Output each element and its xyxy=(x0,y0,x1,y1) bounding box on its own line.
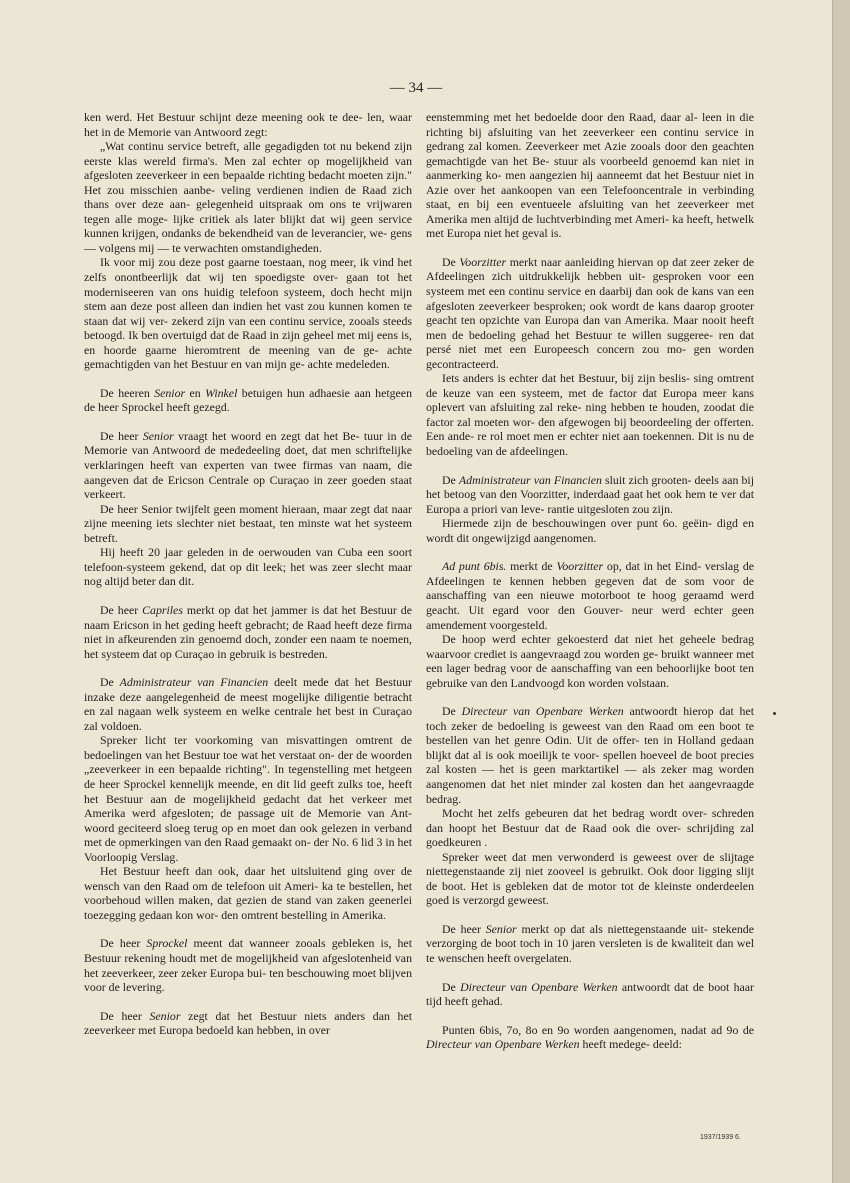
right-column xyxy=(426,110,754,1052)
right-paragraph: De heer Senior merkt op dat als niettegenstaande uit- stekende verzorging de boot toch in 10 jaren versleten is de kwaliteit dan wel te wenschen heeft overgelaten. xyxy=(426,921,754,965)
right-paragraph: De Voorzitter merkt naar aanleiding hiervan op dat zeer zeker de Afdeelingen zich uitdrukkelijk hebben uit- gesproken voor een systeem met een continu service en daarbij dan ook de kans van een afgesloten zeeverkeer besproken; ook wordt de kans daarop grooter geacht ten opzichte van Europa dan van Amerika. Maar nooit heeft men de bedoeling gehad het Bestuur te willen suggeree- ren dat persé niet met een Europeesch concern zou mo- gen worden gecontracteerd. xyxy=(426,254,754,371)
left-paragraph: De heer Senior twijfelt geen moment hieraan, maar zegt dat naar zijne meening iets slechter niet bestaat, ten minste wat het systeem betreft. xyxy=(84,501,412,545)
left-paragraph: ken werd. Het Bestuur schijnt deze meening ook te dee- len, waar het in de Memorie van Antwoord zegt: xyxy=(84,110,412,139)
right-paragraph: Iets anders is echter dat het Bestuur, bij zijn beslis- sing omtrent de keuze van een systeem, met de factor dat Europa meer kans oplevert van afsluiting zal reke- ning hebben te houden, zoodat die factor zal moeten wor- den afgewogen bij beoordeeling der offerten. Een ande- re rol moet men er echter niet aan toekennen. Dit is nu de bedoeling van de afdeelingen. xyxy=(426,371,754,459)
page-number: — 34 — xyxy=(389,80,443,96)
footer-code: 1937/1939 6. xyxy=(700,1134,741,1141)
right-paragraph: De Administrateur van Financien sluit zich grooten- deels aan bij het betoog van den Voorzitter, inderdaad gaat het ook hem te ver dat Europa a priori van leve- rantie uitgesloten zou zijn. xyxy=(426,472,754,516)
right-paragraph: De hoop werd echter gekoesterd dat niet het geheele bedrag waarvoor crediet is aangevraagd zou worden ge- bruikt wanneer met een lager bedrag voor de aanschaffing van een behoorlijke boot ten gebruike van den Landvoogd kon worden volstaan. xyxy=(426,632,754,690)
left-column xyxy=(84,110,412,1038)
right-paragraph: Spreker weet dat men verwonderd is geweest over de slijtage niettegenstaande zij niet zooveel is gebruikt. Ook door ligging slijt de boot. Het is gebleken dat de motor tot de kleinste onderdeelen goed is verzorgd geweest. xyxy=(426,849,754,908)
right-paragraph: De Directeur van Openbare Werken antwoordt dat de boot haar tijd heeft gehad. xyxy=(426,979,754,1009)
left-paragraph: Hij heeft 20 jaar geleden in de oerwouden van Cuba een soort telefoon-systeem gekend, dat op dit leek; het was zeer slecht maar nog altijd beter dan dit. xyxy=(84,545,412,589)
right-paragraph: eenstemming met het bedoelde door den Raad, daar al- leen in die richting bij afsluiting van het zeeverkeer een continu service in gedrang zal komen. Zeeverkeer met Azie zooals door den geachten gemachtigde van het Be- stuur als voorbeeld genoemd kan niet in aanmerking ko- men aangezien hij aanneemt dat het Bestuur niet in Azie over het aankoopen van een Telefooncentrale in verbinding staat, en bij een eventueele afsluiting van het zeeverkeer met Amerika men altijd de luchtverbinding met Ameri- ka heeft, hetwelk met Europa niet het geval is. xyxy=(426,110,754,241)
left-paragraph: De Administrateur van Financien deelt mede dat het Bestuur inzake deze aangelegenheid de meest mogelijke diligentie betracht en zal nagaan welk systeem en welke centrale het best in Curaçao zal voldoen. xyxy=(84,675,412,733)
left-paragraph: De heer Senior vraagt het woord en zegt dat het Be- tuur in de Memorie van Antwoord de mededeeling doet, dat men schriftelijke verklaringen heeft van experten van twee firmas van naam, die aangeven dat de Ericson Centrale op Curaçao in zeer goeden staat verkeert. xyxy=(84,428,412,502)
left-paragraph: Spreker licht ter voorkoming van misvattingen omtrent de bedoelingen van het Bestuur toe wat het verstaat on- der de woorden „zeeverkeer in een bepaalde richting". In tegenstelling met hetgeen de heer Sprockel kennelijk meende, en dit lid geeft zulks toe, heeft het Bestuur aan de mogelijkheid gedacht dat het verkeer met Amerika werd afgesloten; de passage uit de Memorie van Ant- woord geciteerd sloeg terug op en moet dan ook gelezen in verband met de opmerkingen van den Raad gemaakt on- der No. 6 lid 3 in het Voorloopig Verslag. xyxy=(84,733,412,864)
right-paragraph: Punten 6bis, 7o, 8o en 9o worden aangenomen, nadat ad 9o de Directeur van Openbare Werken heeft medege- deeld: xyxy=(426,1022,754,1052)
right-paragraph: Ad punt 6bis. merkt de Voorzitter op, dat in het Eind- verslag de Afdeelingen te kennen hebben gegeven dat de som voor de aanschaffing van een nieuwe motorboot te hoog geraamd werd geacht. Uit egard voor den Gouver- neur werd echter geen amendement voorgesteld. xyxy=(426,559,754,632)
left-paragraph: Het Bestuur heeft dan ook, daar het uitsluitend ging over de wensch van den Raad om de telefoon uit Ameri- ka te bestellen, het voorbehoud willen maken, dat gezien de stand van zaken geenerlei toezegging gedaan kon wor- den omtrent bestelling in Amerika. xyxy=(84,864,412,922)
right-paragraph: Mocht het zelfs gebeuren dat het bedrag wordt over- schreden dan hoopt het Bestuur dat de Raad ook die over- schrijding zal goedkeuren . xyxy=(426,806,754,850)
right-paragraph: De Directeur van Openbare Werken antwoordt hierop dat het toch zeker de bedoeling is geweest van den Raad om een boot te bestellen van het genre Odin. Uit de offer- ten in Holland gedaan blijkt dat al is ook moeilijk te voor- spellen hoeveel de boot precies zal kosten — het is geen marktartikel — als zeker mag worden aangenomen dat het niet minder zal kosten dan het aangevraagde bedrag. xyxy=(426,704,754,806)
left-paragraph: „Wat continu service betreft, alle gegadigden tot nu bekend zijn eerste klas wereld firma's. Men zal echter op mogelijkheid van afgesloten zeeverkeer in een bepaalde richting bedacht moeten zijn." Het zou misschien aanbe- veling verdienen indien de Raad zich thans over deze aan- gelegenheid uitspraak om ons te vrijwaren tegen alle moge- lijke critiek als later blijkt dat wij geen service kunnen krijgen, ondanks de bekendheid van de leverancier, we- gens — volgens mij — te verwachten omstandigheden. xyxy=(84,139,412,255)
left-paragraph: De heeren Senior en Winkel betuigen hun adhaesie aan hetgeen de heer Sprockel heeft gezegd. xyxy=(84,385,412,415)
left-paragraph: De heer Capriles merkt op dat het jammer is dat het Bestuur de naam Ericson in het geding heeft gebracht; de Raad heeft deze firma niet in afkeurenden zin genoemd doch, zonder een naam te noemen, het systeem dat op Curaçao in gebruik is bestreden. xyxy=(84,602,412,661)
adjacent-page-edge xyxy=(832,0,850,1183)
ink-speck xyxy=(773,712,776,715)
left-paragraph: Ik voor mij zou deze post gaarne toestaan, nog meer, ik vind het zelfs onontbeerlijk dat wij ten spoedigste over- gaan tot het moderniseeren van ons huidig telefoon systeem, doch hecht mijn stem aan deze post alleen dan indien het vast zou kunnen komen te staan dat wij ver- zekerd zijn van een continu service, zooals steeds betoogd. Ik ben overtuigd dat de Raad in zijn geheel met mij eens is, en hoorde gaarne hieromtrent de meening van de ge- achte gemachtigden van het Bestuur en van mijn ge- achte medeleden. xyxy=(84,255,412,372)
left-paragraph: De heer Senior zegt dat het Bestuur niets anders dan het zeeverkeer met Europa bedoeld kan hebben, in over xyxy=(84,1008,412,1038)
left-paragraph: De heer Sprockel meent dat wanneer zooals gebleken is, het Bestuur rekening houdt met de mogelijkheid van afgeslotenheid van het zeeverkeer, zeer zeker Europa bui- ten beschouwing moet blijven voor de levering. xyxy=(84,936,412,995)
right-paragraph: Hiermede zijn de beschouwingen over punt 6o. geëin- digd en wordt dit ongewijzigd aangenomen. xyxy=(426,516,754,545)
